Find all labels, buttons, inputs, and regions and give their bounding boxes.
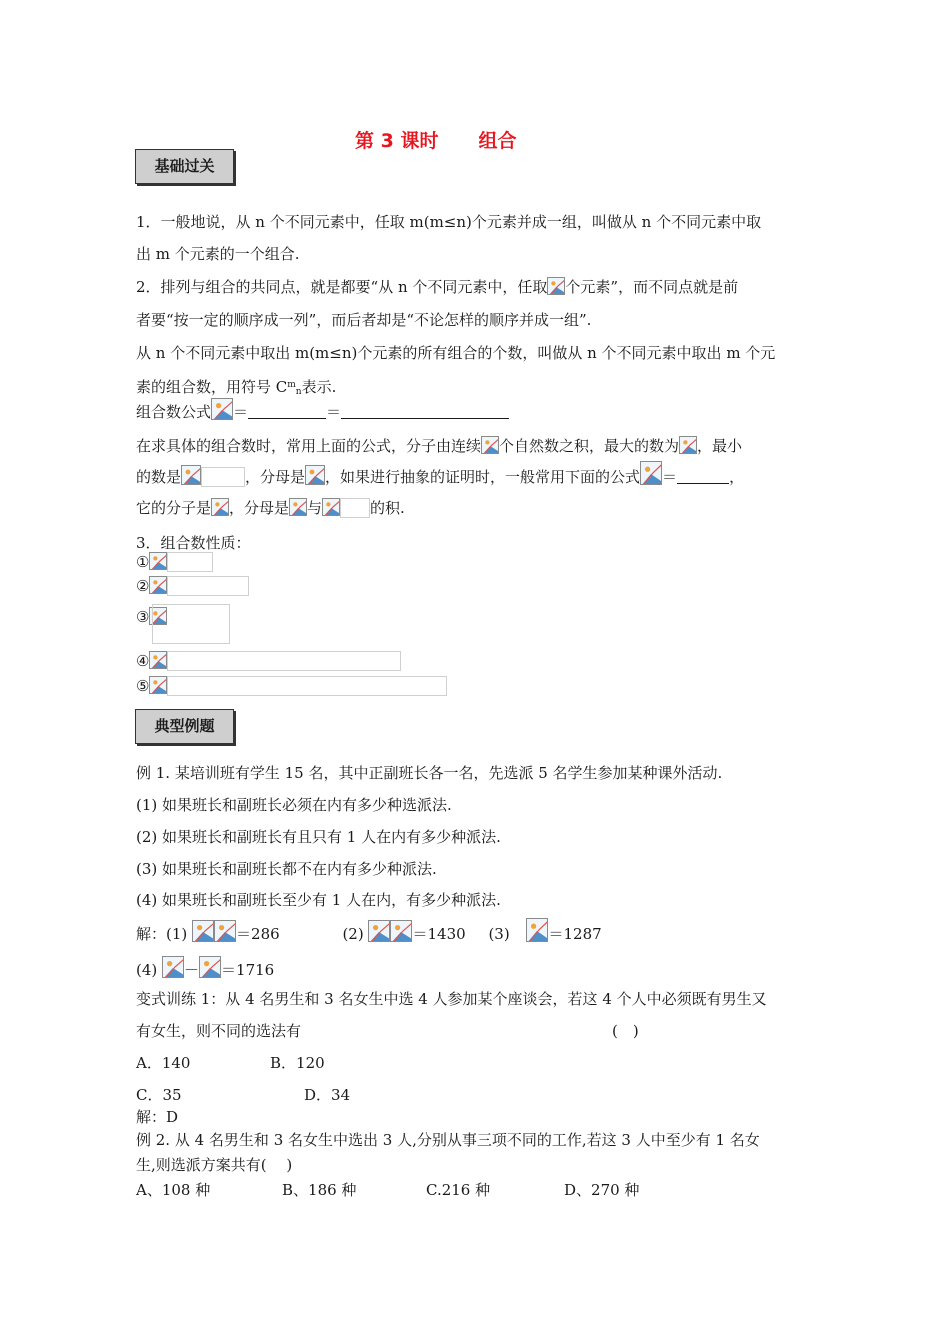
property-number: ④ xyxy=(136,652,150,670)
answer-blank xyxy=(341,404,509,419)
image-glyph xyxy=(306,466,325,485)
formula-image-icon xyxy=(322,498,340,516)
paragraph-3-text-b: 表示. xyxy=(301,378,337,396)
formula-image-icon xyxy=(547,277,565,295)
image-glyph xyxy=(680,437,697,454)
image-glyph xyxy=(212,399,233,420)
minus-sign: － xyxy=(184,961,200,979)
paragraph-4-text-g: ＝ xyxy=(662,468,678,486)
image-glyph xyxy=(212,499,229,516)
paragraph-1-line-2: 出 m 个元素的一个组合. xyxy=(136,245,300,263)
example-2-option-a: A、108 种 xyxy=(136,1181,211,1199)
answer-parentheses: ( ) xyxy=(612,1022,639,1040)
image-glyph xyxy=(369,921,390,942)
formula-image-icon xyxy=(289,498,307,516)
example-1-solution-line-2 xyxy=(136,956,274,980)
properties-heading: 3．组合数性质： xyxy=(136,534,251,552)
example-2-option-c: C.216 种 xyxy=(426,1181,491,1199)
example-2-line-1: 例 2. 从 4 名男生和 3 名女生中选出 3 人,分别从事三项不同的工作,若这 3 人中至少有 1 名女 xyxy=(136,1131,760,1149)
option-c: C．35 xyxy=(136,1086,182,1104)
example-1-question-3: (3) 如果班长和副班长都不在内有多少种派法. xyxy=(136,860,437,878)
answer-3: ＝1287 xyxy=(548,925,602,943)
paragraph-4-text-a: 在求具体的组合数时，常用上面的公式，分子由连续 xyxy=(136,437,482,455)
equals-sign: ＝ xyxy=(233,403,249,421)
formula-image-icon xyxy=(526,918,548,942)
image-glyph xyxy=(150,652,167,669)
formula-image-icon xyxy=(192,920,214,942)
image-frame xyxy=(167,552,213,572)
image-frame xyxy=(167,576,249,596)
property-4 xyxy=(136,651,401,671)
image-frame xyxy=(152,604,230,644)
formula-image-icon xyxy=(199,956,221,978)
paragraph-2-line-1 xyxy=(136,277,738,297)
image-glyph xyxy=(482,437,499,454)
property-1 xyxy=(136,552,213,572)
property-number: ② xyxy=(136,577,150,595)
paragraph-4-text-j: ，分母是 xyxy=(229,499,290,517)
variant-1-line-2: 有女生，则不同的选法有 xyxy=(136,1022,302,1040)
image-glyph xyxy=(527,919,548,942)
image-glyph xyxy=(215,921,236,942)
formula-image-icon xyxy=(149,676,167,694)
solution-label-4: (4) xyxy=(136,961,158,979)
formula-image-icon xyxy=(149,552,167,570)
example-1-question-4: (4) 如果班长和副班长至少有 1 人在内，有多少种派法. xyxy=(136,891,501,909)
formula-image-icon xyxy=(368,920,390,942)
equals-sign: ＝ xyxy=(326,403,342,421)
image-glyph xyxy=(391,921,412,942)
image-glyph xyxy=(193,921,214,942)
image-glyph xyxy=(150,553,167,570)
property-number: ① xyxy=(136,553,150,571)
example-2-option-b: B、186 种 xyxy=(282,1181,357,1199)
formula-image-icon xyxy=(162,956,184,978)
example-1-solution-line-1 xyxy=(136,918,602,944)
formula-image-icon xyxy=(481,436,499,454)
variant-1-line-1: 变式训练 1：从 4 名男生和 3 名女生中选 4 人参加某个座谈会，若这 4 个人中必须既有男生又 xyxy=(136,990,767,1008)
example-1-question-1: (1) 如果班长和副班长必须在内有多少种选派法. xyxy=(136,796,452,814)
answer-4: ＝1716 xyxy=(221,961,275,979)
property-number: ⑤ xyxy=(136,677,150,695)
formula-image-icon xyxy=(640,461,662,485)
paragraph-3-text-a: 素的组合数，用符号 C xyxy=(136,378,288,396)
paragraph-4-line-3 xyxy=(136,498,405,518)
symbol-subscript: n xyxy=(295,387,302,397)
formula-image-icon xyxy=(181,465,201,485)
image-glyph xyxy=(163,957,184,978)
section-heading-basics: 基础过关 xyxy=(135,149,234,184)
formula-image-icon xyxy=(211,398,233,420)
image-glyph xyxy=(150,577,167,594)
image-frame xyxy=(201,467,245,487)
paragraph-4-text-k: 与 xyxy=(307,499,323,517)
image-frame xyxy=(167,676,447,696)
formula-image-icon xyxy=(305,465,325,485)
paragraph-2-text-a: 2．排列与组合的共同点，就是都要“从 n 个不同元素中，任取 xyxy=(136,278,548,296)
title-topic: 组合 xyxy=(478,130,517,152)
paragraph-4-text-c: ，最小 xyxy=(697,437,743,455)
paragraph-4-text-h: ， xyxy=(729,468,745,486)
image-glyph xyxy=(290,499,307,516)
example-1-question-2: (2) 如果班长和副班长有且只有 1 人在内有多少种派法. xyxy=(136,828,501,846)
property-number: ③ xyxy=(136,608,150,626)
paragraph-4-line-2 xyxy=(136,461,744,487)
solution-label-3: (3) xyxy=(488,925,510,943)
paragraph-4-line-1 xyxy=(136,436,742,456)
paragraph-1-line-1: 1．一般地说，从 n 个不同元素中，任取 m(m≤n)个元素并成一组，叫做从 n 个不同元素中取 xyxy=(136,213,762,231)
symbol-superscript: m xyxy=(287,380,296,390)
answer-blank xyxy=(248,404,326,419)
image-glyph xyxy=(641,462,662,485)
formula-line xyxy=(136,398,509,422)
paragraph-2-line-2: 者要“按一定的顺序成一列”，而后者却是“不论怎样的顺序并成一组”. xyxy=(136,311,592,329)
formula-image-icon xyxy=(149,651,167,669)
image-glyph xyxy=(548,278,565,295)
answer-2: ＝1430 xyxy=(412,925,466,943)
image-glyph xyxy=(182,466,201,485)
answer-1: ＝286 xyxy=(236,925,280,943)
option-b: B．120 xyxy=(270,1054,325,1072)
option-d: D．34 xyxy=(304,1086,351,1104)
example-1-stem: 例 1. 某培训班有学生 15 名，其中正副班长各一名，先选派 5 名学生参加某种课外活动. xyxy=(136,764,723,782)
variant-1-answer: 解：D xyxy=(136,1108,179,1126)
title-lesson: 第 3 课时 xyxy=(355,130,439,152)
formula-image-icon xyxy=(390,920,412,942)
image-glyph xyxy=(200,957,221,978)
answer-blank xyxy=(677,469,729,484)
solution-label: 解：(1) xyxy=(136,925,188,943)
property-5 xyxy=(136,676,447,696)
property-2 xyxy=(136,576,249,596)
page-title xyxy=(355,126,516,153)
paragraph-4-text-l: 的积. xyxy=(370,499,405,517)
formula-label: 组合数公式 xyxy=(136,403,212,421)
image-frame xyxy=(167,651,401,671)
image-frame xyxy=(340,498,370,518)
example-2-option-d: D、270 种 xyxy=(564,1181,640,1199)
paragraph-4-text-d: 的数是 xyxy=(136,468,182,486)
option-a: A．140 xyxy=(136,1054,191,1072)
paragraph-4-text-i: 它的分子是 xyxy=(136,499,212,517)
solution-label-2: (2) xyxy=(342,925,364,943)
image-glyph xyxy=(323,499,340,516)
formula-image-icon xyxy=(149,576,167,594)
paragraph-4-text-b: 个自然数之积，最大的数为 xyxy=(499,437,680,455)
formula-image-icon xyxy=(679,436,697,454)
paragraph-2-text-b: 个元素”，而不同点就是前 xyxy=(565,278,739,296)
formula-image-icon xyxy=(214,920,236,942)
paragraph-4-text-f: ，如果进行抽象的证明时，一般常用下面的公式 xyxy=(325,468,641,486)
example-2-line-2: 生,则选派方案共有( ) xyxy=(136,1156,293,1174)
formula-image-icon xyxy=(211,498,229,516)
image-glyph xyxy=(150,677,167,694)
section-heading-examples: 典型例题 xyxy=(135,709,234,744)
paragraph-4-text-e: ，分母是 xyxy=(245,468,306,486)
paragraph-3-line-1: 从 n 个不同元素中取出 m(m≤n)个元素的所有组合的个数，叫做从 n 个不同元素中取出 m 个元 xyxy=(136,344,776,362)
